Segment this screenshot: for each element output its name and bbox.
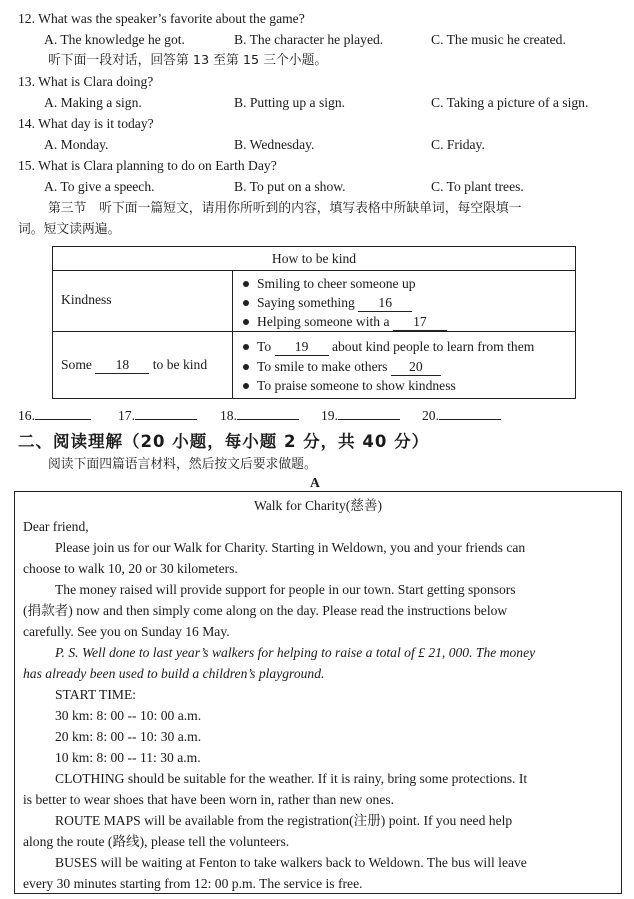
start-time-20km: 20 km: 8: 00 -- 10: 30 a.m.: [55, 729, 202, 744]
q12-option-a: A. The knowledge he got.: [44, 32, 185, 47]
row2-item-2: [243, 357, 441, 376]
clothing-line2: is better to wear shoes that have been worn in, rather than new ones.: [23, 792, 395, 807]
passage-a-box: [14, 491, 622, 894]
row2-label-pre: Some: [61, 357, 92, 372]
dialog-instruction: 听下面一段对话，回答第 13 至第 15 三个小题。: [48, 53, 328, 68]
passage-p2-line3: carefully. See you on Sunday 16 May.: [23, 624, 230, 639]
section3-instruction-line2: 词。短文读两遍。: [18, 222, 121, 237]
table-column-divider: [232, 270, 233, 398]
q12-option-c: C. The music he created.: [431, 32, 566, 47]
table-title: How to be kind: [53, 247, 575, 271]
reading-section-title: 二、阅读理解（20 小题，每小题 2 分，共 40 分）: [18, 432, 430, 451]
q14-option-a: A. Monday.: [44, 137, 109, 152]
passage-ps-line2: has already been used to build a children’s playground.: [23, 666, 325, 681]
row2-item-3: [243, 376, 456, 395]
answer-blank-label: 19.: [321, 408, 338, 423]
start-time-heading: START TIME:: [55, 687, 137, 702]
answer-line[interactable]: [35, 405, 91, 420]
answer-blanks-row: [18, 405, 618, 425]
row2-item-2-text: To smile to make others: [257, 359, 388, 374]
passage-p1-line1: Please join us for our Walk for Charity. Starting in Weldown, you and your friends can: [55, 540, 526, 555]
row1-item-2: [243, 293, 412, 312]
row1-item-2-text: Saying something: [257, 295, 355, 310]
route-line1: ROUTE MAPS will be available from the registration(注册) point. If you need help: [55, 813, 513, 828]
q13-option-a: A. Making a sign.: [44, 95, 142, 110]
q13-stem: 13. What is Clara doing?: [18, 74, 154, 89]
buses-line1: BUSES will be waiting at Fenton to take walkers back to Weldown. The bus will leave: [55, 855, 527, 870]
bullet-icon: [243, 300, 249, 306]
section3-instruction-line1: 第三节 听下面一篇短文，请用你所听到的内容，填写表格中所缺单词，每空限填一: [48, 201, 522, 216]
row2-item-1-post: about kind people to learn from them: [331, 339, 535, 354]
kindness-table: [52, 246, 576, 399]
blank-18[interactable]: 18: [95, 357, 149, 374]
answer-line[interactable]: [237, 405, 299, 420]
q14-option-b: B. Wednesday.: [234, 137, 315, 152]
row2-item-3-text: To praise someone to show kindness: [257, 378, 456, 393]
q15-stem: 15. What is Clara planning to do on Earth Day?: [18, 158, 277, 173]
clothing-line1: CLOTHING should be suitable for the weather. If it is rainy, bring some protections. It: [55, 771, 528, 786]
start-time-30km: 30 km: 8: 00 -- 10: 00 a.m.: [55, 708, 202, 723]
bullet-icon: [243, 281, 249, 287]
q15-option-b: B. To put on a show.: [234, 179, 346, 194]
bullet-icon: [243, 319, 249, 325]
bullet-icon: [243, 344, 249, 350]
answer-blank-19[interactable]: [321, 405, 400, 424]
row2-label: [61, 357, 207, 374]
answer-blank-18[interactable]: [220, 405, 299, 424]
answer-blank-label: 17.: [118, 408, 135, 423]
row1-item-1-text: Smiling to cheer someone up: [257, 276, 416, 291]
blank-16[interactable]: 16: [358, 295, 412, 312]
blank-19[interactable]: 19: [275, 339, 329, 356]
buses-line2: every 30 minutes starting from 12: 00 p.m. The service is free.: [23, 876, 363, 891]
row1-item-3: [243, 312, 447, 331]
answer-line[interactable]: [338, 405, 400, 420]
answer-blank-label: 18.: [220, 408, 237, 423]
row1-label: Kindness: [61, 292, 112, 307]
bullet-icon: [243, 383, 249, 389]
row2-label-post: to be kind: [152, 357, 208, 372]
answer-blank-16[interactable]: [18, 405, 91, 424]
route-line2: along the route (路线), please tell the volunteers.: [23, 834, 290, 849]
answer-blank-label: 20.: [422, 408, 439, 423]
passage-p2-line2: (捐款者) now and then simply come along on the day. Please read the instructions below: [23, 603, 508, 618]
answer-line[interactable]: [439, 405, 501, 420]
table-row-divider: [53, 331, 575, 332]
passage-ps-line1: P. S. Well done to last year’s walkers for helping to raise a total of £ 21, 000. The money: [55, 645, 536, 660]
answer-blank-20[interactable]: [422, 405, 501, 424]
row2-item-1-pre: To: [257, 339, 272, 354]
passage-greeting: Dear friend,: [23, 519, 89, 534]
passage-title: Walk for Charity(慈善): [253, 498, 382, 513]
q14-option-c: C. Friday.: [431, 137, 485, 152]
q13-option-c: C. Taking a picture of a sign.: [431, 95, 589, 110]
row1-item-3-text: Helping someone with a: [257, 314, 390, 329]
q14-stem: 14. What day is it today?: [18, 116, 154, 131]
blank-20[interactable]: 20: [391, 359, 441, 376]
q13-option-b: B. Putting up a sign.: [234, 95, 346, 110]
bullet-icon: [243, 364, 249, 370]
blank-17[interactable]: 17: [393, 314, 447, 331]
row1-item-1: [243, 274, 416, 293]
row2-item-1: [243, 337, 534, 356]
passage-label: A: [310, 475, 320, 490]
q15-option-c: C. To plant trees.: [431, 179, 524, 194]
answer-blank-17[interactable]: [118, 405, 197, 424]
start-time-10km: 10 km: 8: 00 -- 11: 30 a.m.: [55, 750, 201, 765]
q12-option-b: B. The character he played.: [234, 32, 384, 47]
passage-p2-line1: The money raised will provide support for people in our town. Start getting sponsors: [55, 582, 516, 597]
answer-blank-label: 16.: [18, 408, 35, 423]
answer-line[interactable]: [135, 405, 197, 420]
q15-option-a: A. To give a speech.: [44, 179, 155, 194]
reading-instruction: 阅读下面四篇语言材料，然后按文后要求做题。: [48, 457, 317, 472]
q12-stem: 12. What was the speaker’s favorite about the game?: [18, 11, 305, 26]
passage-p1-line2: choose to walk 10, 20 or 30 kilometers.: [23, 561, 238, 576]
